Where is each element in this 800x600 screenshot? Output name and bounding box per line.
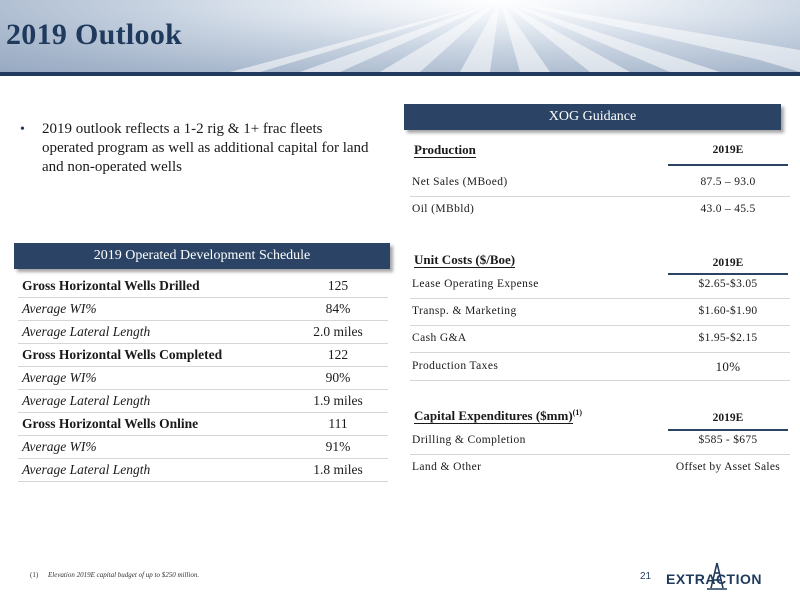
row-value: 1.9 miles: [313, 393, 363, 408]
table-row: [18, 459, 388, 482]
row-label: Gross Horizontal Wells Drilled: [22, 278, 200, 293]
row-label: Land & Other: [412, 461, 482, 473]
row-value: 84%: [325, 301, 351, 316]
production-heading: [414, 142, 476, 158]
production-heading-text: Production: [414, 142, 476, 157]
capex-footnote-ref: (1): [572, 408, 582, 417]
row-label: Transp. & Marketing: [412, 305, 517, 317]
extraction-logo: [666, 561, 766, 593]
table-row: [410, 299, 790, 326]
row-label: Lease Operating Expense: [412, 278, 539, 290]
schedule-table: [18, 275, 388, 482]
table-row: [18, 367, 388, 390]
table-row: [410, 170, 790, 197]
row-label: Average WI%: [22, 439, 97, 454]
table-row: [18, 275, 388, 298]
row-label: Production Taxes: [412, 360, 499, 372]
header-rule: [0, 72, 800, 76]
table-row: [410, 272, 790, 299]
row-value: 122: [327, 347, 349, 362]
row-value: 10%: [715, 359, 741, 374]
row-value: 111: [328, 416, 348, 431]
production-col-header: 2019E: [712, 144, 744, 156]
capex-heading: [414, 408, 582, 424]
table-row: [410, 428, 790, 455]
footnote-text: Elevation 2019E capital budget of up to $250 million.: [48, 571, 200, 579]
bullet-icon: •: [20, 122, 25, 137]
table-row: [18, 321, 388, 344]
schedule-banner: 2019 Operated Development Schedule: [14, 243, 390, 269]
outlook-bullet: [20, 120, 370, 177]
table-row: [410, 326, 790, 353]
row-value: 1.8 miles: [313, 462, 363, 477]
table-row: [18, 390, 388, 413]
row-label: Average Lateral Length: [22, 324, 151, 339]
row-label: Oil (MBbld): [412, 203, 475, 215]
bullet-text: 2019 outlook reflects a 1-2 rig & 1+ frac fleets operated program as well as additional capital for land and non-operated wells: [42, 121, 369, 175]
table-row: [410, 455, 790, 481]
capex-col-header: 2019E: [712, 412, 744, 424]
row-label: Cash G&A: [412, 332, 467, 344]
page-title: 2019 Outlook: [6, 18, 183, 51]
row-label: Drilling & Completion: [412, 434, 526, 446]
row-label: Average Lateral Length: [22, 462, 151, 477]
table-row: [18, 344, 388, 367]
page-number: 21: [640, 571, 652, 582]
unit-costs-heading: [414, 252, 515, 268]
unit-costs-col-header: 2019E: [712, 257, 744, 269]
row-label: Average WI%: [22, 370, 97, 385]
row-label: Gross Horizontal Wells Completed: [22, 347, 223, 362]
capex-heading-text: Capital Expenditures ($mm): [414, 408, 573, 424]
table-row: [410, 354, 790, 381]
row-value: Offset by Asset Sales: [675, 461, 781, 473]
table-row: [18, 413, 388, 436]
row-label: Average Lateral Length: [22, 393, 151, 408]
header-band: [0, 0, 800, 72]
row-value: 43.0 – 45.5: [700, 203, 756, 215]
row-label: Net Sales (MBoed): [412, 176, 508, 188]
row-value: $1.95-$2.15: [698, 332, 758, 344]
row-label: Average WI%: [22, 301, 97, 316]
guidance-banner: XOG Guidance: [404, 104, 781, 130]
unit-costs-heading-text: Unit Costs ($/Boe): [414, 252, 516, 267]
table-row: [18, 298, 388, 321]
row-value: 125: [327, 278, 349, 293]
table-row: [410, 197, 790, 223]
production-col-rule: [668, 164, 788, 166]
row-value: $585 - $675: [698, 434, 758, 446]
row-value: $2.65-$3.05: [698, 278, 758, 290]
row-value: 87.5 – 93.0: [700, 176, 756, 188]
table-row: [18, 436, 388, 459]
footnote: [30, 571, 199, 579]
footnote-number: (1): [30, 571, 39, 579]
row-value: 2.0 miles: [313, 324, 363, 339]
row-value: 91%: [325, 439, 351, 454]
row-value: 90%: [325, 370, 351, 385]
logo-wordmark: EXTRACTION: [666, 571, 762, 587]
row-value: $1.60-$1.90: [698, 305, 758, 317]
row-label: Gross Horizontal Wells Online: [22, 416, 199, 431]
